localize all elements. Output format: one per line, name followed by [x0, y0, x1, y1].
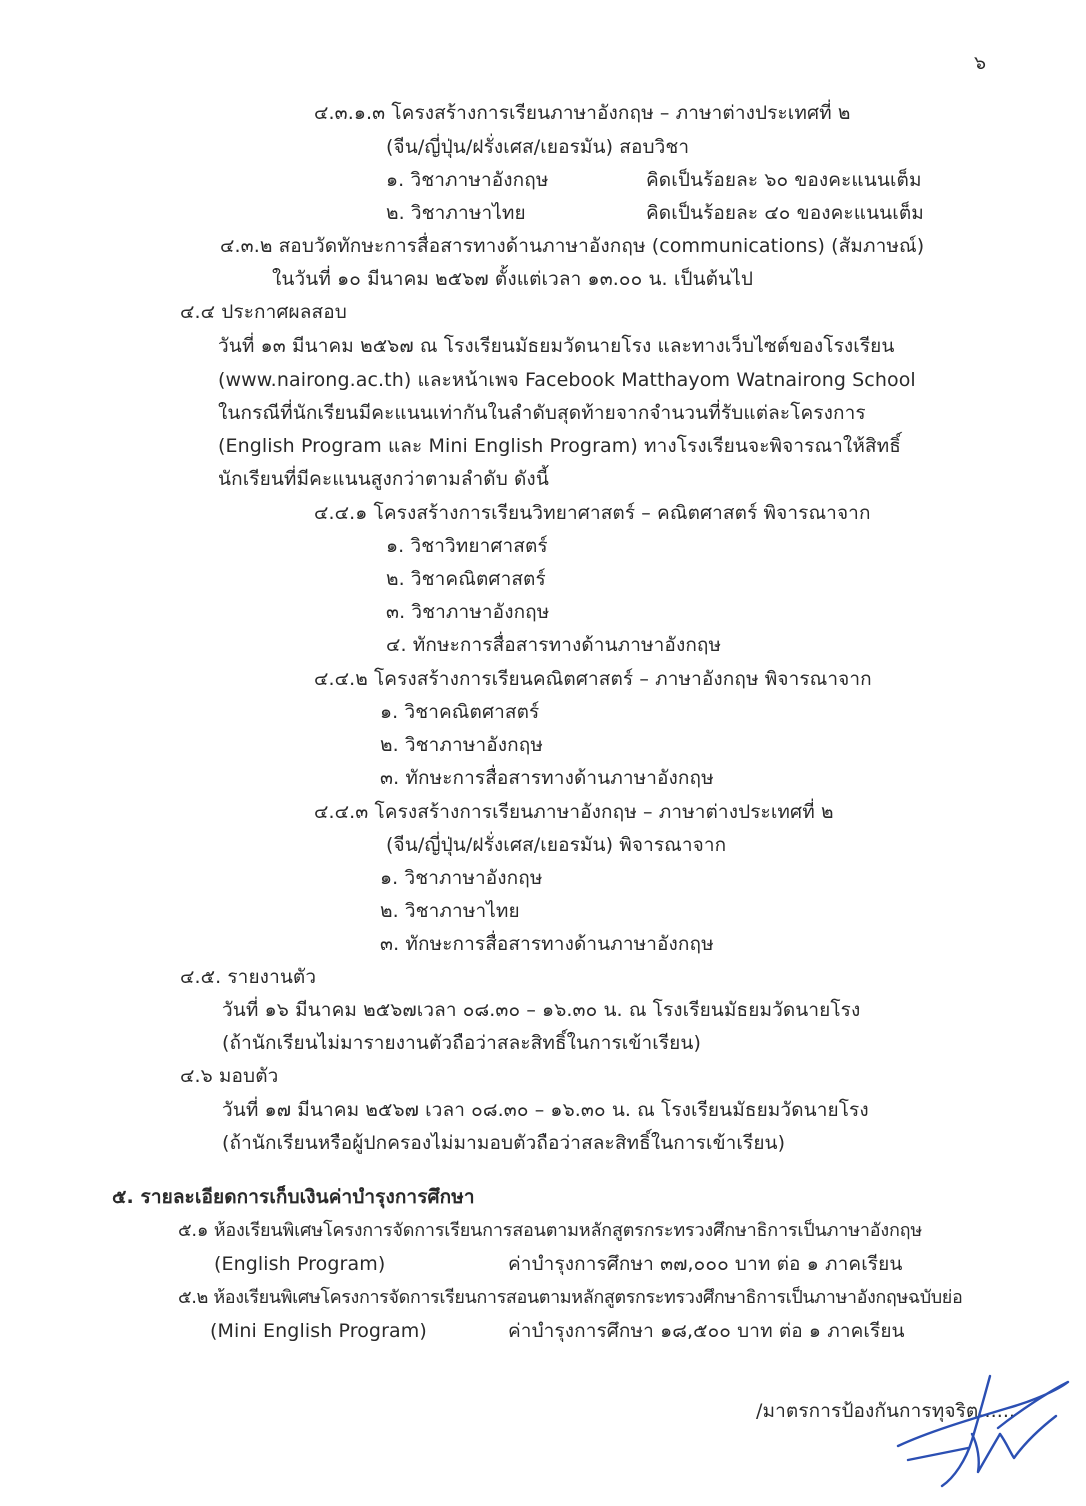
criteria-item: ๑. วิชาภาษาอังกฤษ: [380, 867, 543, 889]
report-note: (ถ้านักเรียนไม่มารายงานตัวถือว่าสละสิทธิ์ในการเข้าเรียน): [222, 1032, 701, 1054]
fee-5-1-amount: ค่าบำรุงการศึกษา ๓๗,๐๐๐ บาท ต่อ ๑ ภาคเรียน: [508, 1253, 903, 1275]
criteria-item: ๓. ทักษะการสื่อสารทางด้านภาษาอังกฤษ: [380, 933, 714, 955]
exam-weight-english: คิดเป็นร้อยละ ๖๐ ของคะแนนเต็ม: [646, 169, 922, 191]
fee-5-2-program: (Mini English Program): [210, 1320, 427, 1342]
exam-subject-thai: ๒. วิชาภาษาไทย: [386, 202, 526, 224]
announcement-channels: (www.nairong.ac.th) และหน้าเพจ Facebook Matthayom Watnairong School: [218, 369, 916, 391]
criteria-item: ๓. วิชาภาษาอังกฤษ: [386, 601, 550, 623]
page-number: ๖: [974, 52, 987, 74]
section-4-4-3-heading: ๔.๔.๓ โครงสร้างการเรียนภาษาอังกฤษ – ภาษาต่างประเทศที่ ๒: [314, 801, 834, 823]
exam-weight-thai: คิดเป็นร้อยละ ๔๐ ของคะแนนเต็ม: [646, 202, 924, 224]
fee-5-2-amount: ค่าบำรุงการศึกษา ๑๘,๕๐๐ บาท ต่อ ๑ ภาคเรียน: [508, 1320, 905, 1342]
criteria-item: ๑. วิชาคณิตศาสตร์: [380, 701, 540, 723]
section-4-3-1-3-subjects-note: (จีน/ญี่ปุ่น/ฝรั่งเศส/เยอรมัน) สอบวิชา: [386, 136, 690, 158]
interview-date: ในวันที่ ๑๐ มีนาคม ๒๕๖๗ ตั้งแต่เวลา ๑๓.๐๐ น. เป็นต้นไป: [272, 268, 754, 290]
tie-break-note-3: นักเรียนที่มีคะแนนสูงกว่าตามลำดับ ดังนี้: [218, 468, 549, 490]
fee-5-1-program: (English Program): [214, 1253, 386, 1275]
enrollment-note: (ถ้านักเรียนหรือผู้ปกครองไม่มามอบตัวถือว่าสละสิทธิ์ในการเข้าเรียน): [222, 1132, 786, 1154]
enrollment-date: วันที่ ๑๗ มีนาคม ๒๕๖๗ เวลา ๐๘.๓๐ – ๑๖.๓๐ น. ณ โรงเรียนมัธยมวัดนายโรง: [222, 1099, 869, 1121]
signature-mark: [888, 1368, 1074, 1494]
section-4-3-2-heading: ๔.๓.๒ สอบวัดทักษะการสื่อสารทางด้านภาษาอังกฤษ (communications) (สัมภาษณ์): [220, 235, 925, 257]
tie-break-note-1: ในกรณีที่นักเรียนมีคะแนนเท่ากันในลำดับสุดท้ายจากจำนวนที่รับแต่ละโครงการ: [218, 402, 866, 424]
announcement-date: วันที่ ๑๓ มีนาคม ๒๕๖๗ ณ โรงเรียนมัธยมวัดนายโรง และทางเว็บไซต์ของโรงเรียน: [218, 335, 895, 357]
section-4-4-3-subjects-note: (จีน/ญี่ปุ่น/ฝรั่งเศส/เยอรมัน) พิจารณาจาก: [386, 834, 727, 856]
section-5-heading: ๕. รายละเอียดการเก็บเงินค่าบำรุงการศึกษา: [112, 1186, 475, 1208]
tie-break-note-2: (English Program และ Mini English Program) ทางโรงเรียนจะพิจารณาให้สิทธิ์: [218, 435, 901, 457]
fee-5-2-title: ๕.๒ ห้องเรียนพิเศษโครงการจัดการเรียนการสอนตามหลักสูตรกระทรวงศึกษาธิการเป็นภาษาอังกฤษฉบับย่อ: [178, 1287, 963, 1308]
section-4-6-heading: ๔.๖ มอบตัว: [180, 1065, 279, 1087]
exam-subject-english: ๑. วิชาภาษาอังกฤษ: [386, 169, 549, 191]
criteria-item: ๓. ทักษะการสื่อสารทางด้านภาษาอังกฤษ: [380, 767, 714, 789]
criteria-item: ๒. วิชาภาษาไทย: [380, 900, 520, 922]
section-4-4-1-heading: ๔.๔.๑ โครงสร้างการเรียนวิทยาศาสตร์ – คณิตศาสตร์ พิจารณาจาก: [314, 502, 871, 524]
section-4-5-heading: ๔.๕. รายงานตัว: [180, 966, 317, 988]
section-4-4-heading: ๔.๔ ประกาศผลสอบ: [180, 301, 347, 323]
section-4-4-2-heading: ๔.๔.๒ โครงสร้างการเรียนคณิตศาสตร์ – ภาษาอังกฤษ พิจารณาจาก: [314, 668, 872, 690]
report-date: วันที่ ๑๖ มีนาคม ๒๕๖๗เวลา ๐๘.๓๐ – ๑๖.๓๐ น. ณ โรงเรียนมัธยมวัดนายโรง: [222, 999, 861, 1021]
criteria-item: ๔. ทักษะการสื่อสารทางด้านภาษาอังกฤษ: [386, 634, 722, 656]
fee-5-1-title: ๕.๑ ห้องเรียนพิเศษโครงการจัดการเรียนการสอนตามหลักสูตรกระทรวงศึกษาธิการเป็นภาษาอังกฤษ: [178, 1220, 923, 1241]
continuation-note: /มาตรการป้องกันการทุจริต......: [756, 1400, 1016, 1422]
criteria-item: ๑. วิชาวิทยาศาสตร์: [386, 535, 548, 557]
criteria-item: ๒. วิชาภาษาอังกฤษ: [380, 734, 543, 756]
section-4-3-1-3-heading: ๔.๓.๑.๓ โครงสร้างการเรียนภาษาอังกฤษ – ภาษาต่างประเทศที่ ๒: [314, 102, 851, 124]
criteria-item: ๒. วิชาคณิตศาสตร์: [386, 568, 546, 590]
